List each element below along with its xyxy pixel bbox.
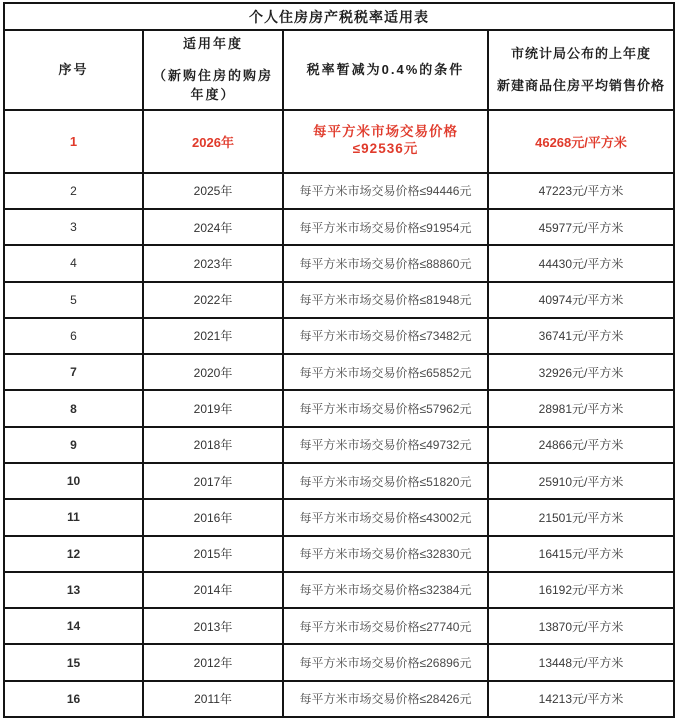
condition-cell: 每平方米市场交易价格≤32830元	[283, 536, 488, 572]
condition-cell: 每平方米市场交易价格≤49732元	[283, 427, 488, 463]
condition-cell: 每平方米市场交易价格≤91954元	[283, 209, 488, 245]
year-cell: 2023年	[143, 245, 283, 281]
price-cell: 16192元/平方米	[488, 572, 674, 608]
price-cell: 13870元/平方米	[488, 608, 674, 644]
condition-cell: 每平方米市场交易价格≤28426元	[283, 681, 488, 717]
year-cell: 2012年	[143, 644, 283, 680]
table-row	[4, 463, 674, 499]
year-cell: 2026年	[143, 110, 283, 173]
year-cell: 2019年	[143, 390, 283, 426]
year-cell: 2021年	[143, 318, 283, 354]
row-index-cell: 14	[4, 608, 143, 644]
table-row	[4, 572, 674, 608]
header-spacer	[494, 64, 668, 77]
table-row	[4, 318, 674, 354]
condition-cell: 每平方米市场交易价格≤92536元	[283, 110, 488, 173]
condition-cell: 每平方米市场交易价格≤43002元	[283, 499, 488, 535]
price-cell: 45977元/平方米	[488, 209, 674, 245]
condition-cell: 每平方米市场交易价格≤88860元	[283, 245, 488, 281]
condition-cell: 每平方米市场交易价格≤27740元	[283, 608, 488, 644]
condition-cell: 每平方米市场交易价格≤94446元	[283, 173, 488, 209]
table-row	[4, 427, 674, 463]
row-index-cell: 11	[4, 499, 143, 535]
row-index-cell: 1	[4, 110, 143, 173]
row-index-cell: 15	[4, 644, 143, 680]
condition-cell: 每平方米市场交易价格≤81948元	[283, 282, 488, 318]
col-header-year-line2: （新购住房的购房年度）	[152, 68, 273, 102]
row-index-cell: 4	[4, 245, 143, 281]
price-cell: 40974元/平方米	[488, 282, 674, 318]
price-cell: 16415元/平方米	[488, 536, 674, 572]
table-row	[4, 282, 674, 318]
row-index-cell: 12	[4, 536, 143, 572]
row-index-cell: 3	[4, 209, 143, 245]
price-cell: 24866元/平方米	[488, 427, 674, 463]
header-spacer	[149, 54, 277, 67]
year-cell: 2022年	[143, 282, 283, 318]
col-header-year	[143, 30, 283, 110]
row-index-cell: 13	[4, 572, 143, 608]
table-row	[4, 644, 674, 680]
price-cell: 44430元/平方米	[488, 245, 674, 281]
table-row	[4, 209, 674, 245]
table-title: 个人住房房产税税率适用表	[4, 3, 674, 30]
table-row	[4, 173, 674, 209]
price-cell: 36741元/平方米	[488, 318, 674, 354]
condition-cell: 每平方米市场交易价格≤32384元	[283, 572, 488, 608]
price-cell: 46268元/平方米	[488, 110, 674, 173]
row-index-cell: 2	[4, 173, 143, 209]
row-index-cell: 9	[4, 427, 143, 463]
table-row	[4, 536, 674, 572]
row-index-cell: 5	[4, 282, 143, 318]
price-cell: 13448元/平方米	[488, 644, 674, 680]
col-header-year-line1: 适用年度	[182, 36, 243, 52]
price-cell: 25910元/平方米	[488, 463, 674, 499]
price-cell: 32926元/平方米	[488, 354, 674, 390]
col-header-price-line2: 新建商品住房平均销售价格	[496, 77, 665, 93]
condition-cell: 每平方米市场交易价格≤65852元	[283, 354, 488, 390]
year-cell: 2015年	[143, 536, 283, 572]
row-index-cell: 7	[4, 354, 143, 390]
row-index-cell: 8	[4, 390, 143, 426]
price-cell: 14213元/平方米	[488, 681, 674, 717]
year-cell: 2011年	[143, 681, 283, 717]
table-row	[4, 499, 674, 535]
col-header-price-line1: 市统计局公布的上年度	[510, 45, 651, 61]
price-cell: 47223元/平方米	[488, 173, 674, 209]
table-row	[4, 681, 674, 717]
col-header-price	[488, 30, 674, 110]
row-index-cell: 16	[4, 681, 143, 717]
row-index-cell: 10	[4, 463, 143, 499]
year-cell: 2014年	[143, 572, 283, 608]
condition-cell: 每平方米市场交易价格≤26896元	[283, 644, 488, 680]
property-tax-rate-table	[3, 2, 675, 718]
condition-cell: 每平方米市场交易价格≤51820元	[283, 463, 488, 499]
col-header-index: 序号	[4, 30, 143, 110]
table-row	[4, 110, 674, 173]
year-cell: 2018年	[143, 427, 283, 463]
table-row	[4, 608, 674, 644]
condition-cell: 每平方米市场交易价格≤73482元	[283, 318, 488, 354]
price-cell: 28981元/平方米	[488, 390, 674, 426]
year-cell: 2016年	[143, 499, 283, 535]
year-cell: 2025年	[143, 173, 283, 209]
year-cell: 2017年	[143, 463, 283, 499]
table-row	[4, 390, 674, 426]
table-row	[4, 245, 674, 281]
row-index-cell: 6	[4, 318, 143, 354]
col-header-condition: 税率暂减为0.4%的条件	[283, 30, 488, 110]
year-cell: 2024年	[143, 209, 283, 245]
title-row	[4, 3, 674, 30]
table-row	[4, 354, 674, 390]
year-cell: 2020年	[143, 354, 283, 390]
header-row	[4, 30, 674, 110]
year-cell: 2013年	[143, 608, 283, 644]
condition-cell: 每平方米市场交易价格≤57962元	[283, 390, 488, 426]
price-cell: 21501元/平方米	[488, 499, 674, 535]
